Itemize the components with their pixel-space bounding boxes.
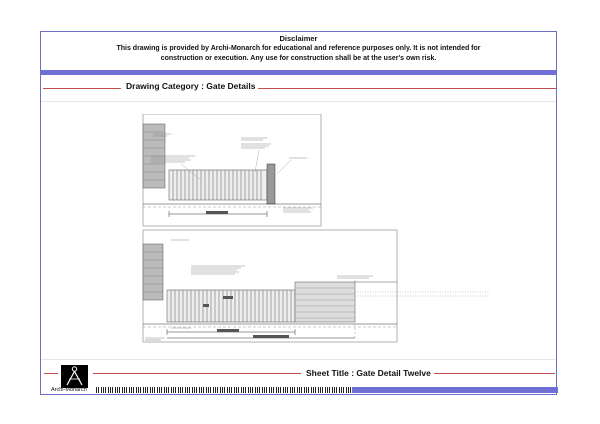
header-divider bbox=[41, 101, 556, 102]
title-block bbox=[41, 362, 556, 396]
disclaimer-line-1: This drawing is provided by Archi-Monarch for educational and reference purposes only. It is not intended for bbox=[116, 45, 481, 52]
drawing-sheet bbox=[40, 31, 557, 395]
disclaimer-title: Disclaimer bbox=[279, 34, 318, 43]
title-rule-left bbox=[44, 373, 58, 374]
top-accent-bar bbox=[41, 70, 556, 75]
bottom-accent-bar bbox=[352, 387, 558, 393]
disclaimer-block bbox=[41, 34, 556, 64]
category-rule-right bbox=[253, 88, 556, 89]
upper-elevation bbox=[143, 114, 321, 226]
archi-monarch-logo bbox=[61, 365, 88, 388]
drawing-category-label: Drawing Category : Gate Details bbox=[123, 81, 258, 91]
barcode-strip bbox=[96, 387, 351, 393]
gate-detail-drawing bbox=[141, 114, 491, 346]
footer-divider bbox=[41, 359, 556, 360]
lower-elevation bbox=[143, 230, 489, 342]
sheet-title: Sheet Title : Gate Detail Twelve bbox=[303, 368, 434, 378]
title-rule-right bbox=[431, 373, 555, 374]
figure-logo-icon bbox=[61, 365, 88, 388]
category-row bbox=[41, 80, 556, 96]
category-rule-left bbox=[43, 88, 121, 89]
title-rule-middle bbox=[93, 373, 301, 374]
disclaimer-line-2: construction or execution. Any use for construction shall be at the user's own risk. bbox=[160, 55, 437, 62]
brand-name: Archi-Monarch bbox=[51, 387, 87, 393]
